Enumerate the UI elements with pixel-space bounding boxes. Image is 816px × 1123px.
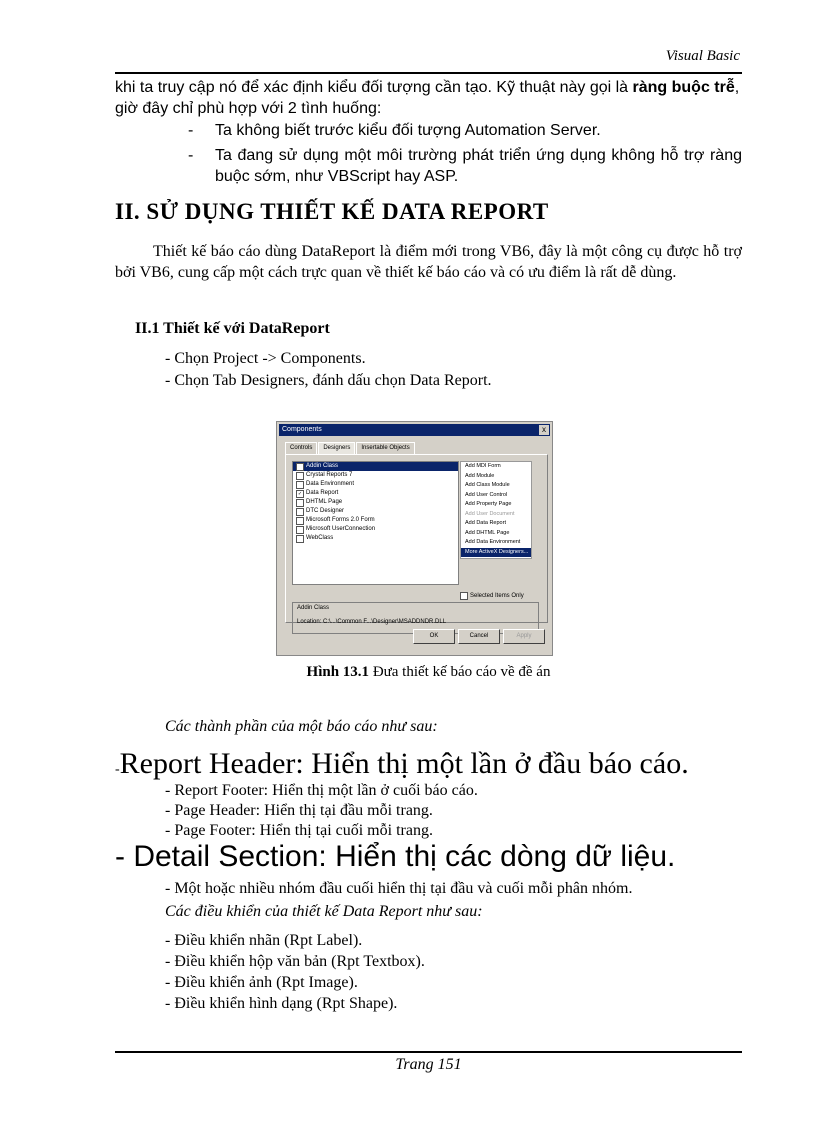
header-rule (115, 72, 742, 74)
bullet-text: Ta không biết trước kiểu đối tượng Automation Server. (215, 122, 601, 139)
checkbox[interactable] (460, 592, 468, 600)
list-item[interactable]: Microsoft Forms 2.0 Form (293, 516, 458, 525)
detail-section-line: - Detail Section: Hiển thị các dòng dữ liệu. (115, 840, 676, 873)
location-value: C:\...\Common F...\Designer\MSADDNDR.DLL (323, 619, 447, 625)
dialog-panel (285, 454, 548, 623)
project-add-menu (460, 461, 532, 559)
controls-intro: Các điều khiển của thiết kế Data Report như sau: (165, 903, 483, 920)
tab-insertable-objects[interactable]: Insertable Objects (356, 442, 414, 454)
group-title: Addin Class (297, 605, 330, 611)
running-header: Visual Basic (665, 48, 740, 64)
checkbox[interactable] (296, 526, 304, 534)
list-item[interactable]: WebClass (293, 534, 458, 543)
control-line: - Điều khiển ảnh (Rpt Image). (165, 974, 358, 991)
control-line: - Điều khiển hộp văn bản (Rpt Textbox). (165, 953, 425, 970)
intro-paragraph (115, 77, 742, 119)
menu-item[interactable]: Add Property Page (465, 501, 512, 507)
menu-item[interactable]: Add Module (465, 472, 495, 479)
dialog-titlebar (279, 424, 550, 436)
menu-item[interactable]: More ActiveX Designers... (461, 548, 531, 558)
bullet-dash: - (188, 147, 194, 164)
designer-list[interactable] (292, 461, 459, 585)
footer-rule (115, 1051, 742, 1053)
page-number: Trang 151 (395, 1056, 462, 1073)
checkbox[interactable] (296, 517, 304, 525)
checkbox[interactable] (296, 508, 304, 516)
ok-button[interactable]: OK (413, 629, 455, 644)
list-item[interactable]: DHTML Page (293, 498, 458, 507)
menu-item[interactable]: Add User Control (465, 491, 508, 498)
checkbox[interactable] (296, 472, 304, 480)
component-line: - Report Footer: Hiển thị một lần ở cuối báo cáo. (165, 782, 478, 799)
close-icon[interactable]: x (539, 425, 549, 435)
list-item[interactable]: DTC Designer (293, 507, 458, 516)
components-dialog (276, 421, 553, 656)
section-paragraph: Thiết kế báo cáo dùng DataReport là điểm mới trong VB6, đây là một công cụ được hỗ trợ bởi VB6, cung cấp một cách trực quan về thiết kế báo cáo và có ưu điểm là rất dễ dùng. (115, 243, 742, 281)
figure-caption (115, 664, 742, 681)
subsection-heading: II.1 Thiết kế với DataReport (135, 320, 330, 337)
dialog-tabs (285, 442, 416, 454)
checkbox-checked[interactable]: ✓ (297, 490, 303, 497)
component-line: - Page Header: Hiển thị tại đầu mỗi trang. (165, 802, 433, 819)
menu-item[interactable]: Add MDI Form (465, 463, 501, 469)
cancel-button[interactable]: Cancel (458, 629, 500, 644)
group-line: - Một hoặc nhiều nhóm đầu cuối hiển thị tại đầu và cuối mỗi phân nhóm. (165, 880, 633, 897)
step-line: - Chọn Tab Designers, đánh dấu chọn Data Report. (165, 372, 492, 389)
location-row (297, 619, 446, 625)
section-heading: II. SỬ DỤNG THIẾT KẾ DATA REPORT (115, 199, 549, 224)
list-item[interactable]: Crystal Reports 7 (293, 471, 458, 480)
figure-caption-text: Đưa thiết kế báo cáo về đề án (372, 664, 551, 680)
control-line: - Điều khiển hình dạng (Rpt Shape). (165, 995, 398, 1012)
checkbox[interactable] (296, 535, 304, 543)
report-header-dash: - (115, 762, 120, 777)
figure-label: Hình 13.1 (306, 664, 370, 680)
checkbox[interactable] (296, 481, 304, 489)
selected-only-option[interactable] (460, 592, 524, 600)
selected-only-label: Selected Items Only (470, 593, 524, 599)
list-item[interactable]: Microsoft UserConnection (293, 525, 458, 534)
checkbox[interactable] (296, 499, 304, 507)
intro-bold-term: ràng buộc trễ (632, 79, 735, 96)
menu-item[interactable]: Add Data Environment (465, 539, 521, 545)
step-line: - Chọn Project -> Components. (165, 350, 366, 367)
list-item[interactable]: ✓ Data Report (297, 490, 339, 497)
apply-button[interactable]: Apply (503, 629, 545, 644)
tab-designers[interactable]: Designers (318, 442, 355, 454)
bullet-text: Ta đang sử dụng một môi trường phát triển ứng dụng không hỗ trợ ràng buộc sớm, như VBScript hay ASP. (215, 147, 742, 185)
location-label: Location: (297, 619, 322, 625)
intro-text-after: , giờ đây chỉ phù hợp với 2 tình huống: (115, 79, 740, 117)
bullet-dash: - (188, 122, 194, 139)
menu-item[interactable]: Add Data Report (465, 520, 506, 526)
intro-text-before: khi ta truy cập nó để xác định kiểu đối tượng cần tạo. Kỹ thuật này gọi là (115, 79, 633, 96)
dialog-title: Components (282, 426, 322, 433)
component-line: - Page Footer: Hiển thị tại cuối mỗi trang. (165, 822, 433, 839)
list-item[interactable]: Data Environment (293, 480, 458, 489)
menu-item[interactable]: Add DHTML Page (465, 529, 510, 536)
control-line: - Điều khiển nhãn (Rpt Label). (165, 932, 363, 949)
menu-item[interactable]: Add User Document (465, 510, 515, 517)
menu-item[interactable]: Add Class Module (465, 482, 510, 488)
list-item[interactable]: Addin Class (293, 462, 458, 471)
checkbox[interactable] (296, 463, 304, 471)
report-header-text: Report Header: Hiển thị một lần ở đầu báo cáo. (119, 747, 689, 780)
tab-controls[interactable]: Controls (285, 442, 317, 454)
components-intro: Các thành phần của một báo cáo như sau: (165, 718, 438, 735)
